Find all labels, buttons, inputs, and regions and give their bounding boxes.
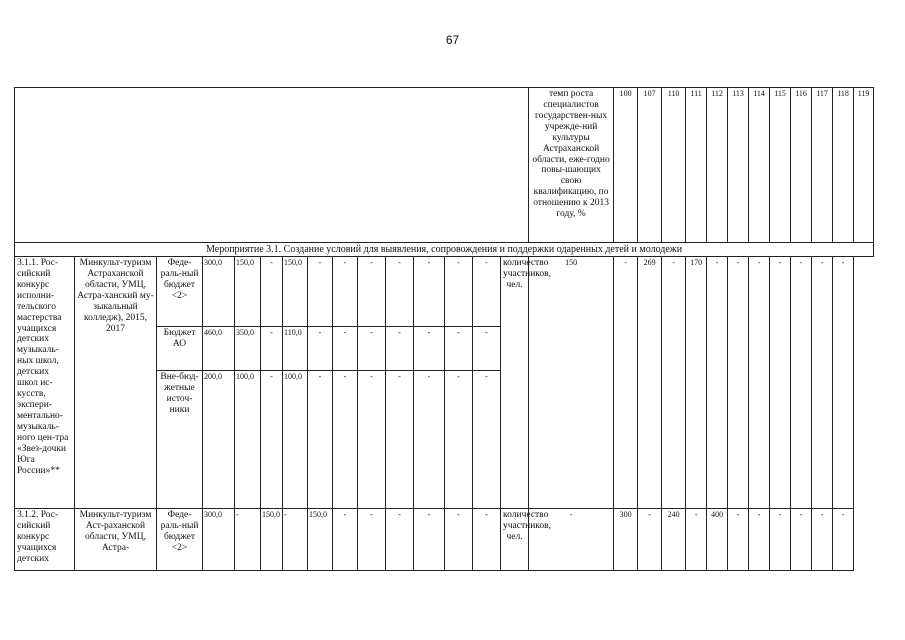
item2-row-federal bbox=[15, 509, 874, 571]
ind-val: - bbox=[707, 257, 728, 509]
fin-val: 110,0 bbox=[283, 327, 308, 371]
ind-val: - bbox=[812, 509, 833, 571]
top-row-empty bbox=[15, 88, 529, 243]
fin-val: - bbox=[414, 371, 445, 509]
ind-val: - bbox=[770, 509, 791, 571]
ind-val: - bbox=[770, 257, 791, 509]
fin-val: - bbox=[333, 327, 358, 371]
fin-val: 460,0 bbox=[203, 327, 235, 371]
fin-val: - bbox=[386, 257, 414, 327]
ind-val: - bbox=[791, 509, 812, 571]
ind-val: - bbox=[812, 257, 833, 509]
top-indicator: темп роста специалистов государствен-ных учрежде-ний культуры Астраханской области, еже-годно повы-шающих свою квалификацию, по отношению к 2013 году, % bbox=[529, 88, 614, 243]
fin-val: - bbox=[333, 371, 358, 509]
fin-val: 200,0 bbox=[203, 371, 235, 509]
fin-val: 300,0 bbox=[203, 509, 235, 571]
ind-val: 170 bbox=[686, 257, 707, 509]
item1-executor: Минкульт-туризм Астраханской области, УМЦ, Астра-ханский му-зыкальный колледж), 2015, 2017 bbox=[75, 257, 157, 509]
fin-val: - bbox=[358, 509, 386, 571]
fin-val: - bbox=[261, 327, 283, 371]
top-val: 116 bbox=[791, 88, 812, 243]
ind-val: - bbox=[833, 509, 854, 571]
program-table bbox=[14, 87, 874, 571]
item1-name: 3.1.1. Рос-сийский конкурс исполни-тельского мастерства учащихся детских музыкаль-ных школ, детских школ ис-кусств, экспери-ментально-музыкаль-ного цен-тра «Звез-дочки Юга России»** bbox=[15, 257, 75, 509]
ind-val: 150 bbox=[529, 257, 614, 509]
top-val: 117 bbox=[812, 88, 833, 243]
fin-val: 150,0 bbox=[235, 257, 261, 327]
fin-val: - bbox=[308, 371, 333, 509]
item1-source-label: Бюджет АО bbox=[157, 327, 203, 371]
item2-executor: Минкульт-туризм Аст-раханской области, УМЦ, Астра- bbox=[75, 509, 157, 571]
fin-val: 300,0 bbox=[203, 257, 235, 327]
ind-val: 400 bbox=[707, 509, 728, 571]
top-val: 119 bbox=[854, 88, 874, 243]
fin-val: - bbox=[308, 327, 333, 371]
fin-val: - bbox=[386, 509, 414, 571]
fin-val: - bbox=[358, 371, 386, 509]
ind-val: - bbox=[791, 257, 812, 509]
fin-val: - bbox=[283, 509, 308, 571]
fin-val: - bbox=[445, 257, 473, 327]
fin-val: - bbox=[261, 257, 283, 327]
ind-val: - bbox=[728, 257, 749, 509]
fin-val: - bbox=[333, 257, 358, 327]
fin-val: - bbox=[473, 509, 501, 571]
page-number: 67 bbox=[445, 33, 460, 47]
ind-val: - bbox=[529, 509, 614, 571]
fin-val: - bbox=[333, 509, 358, 571]
fin-val: - bbox=[473, 327, 501, 371]
item1-row-federal bbox=[15, 257, 874, 327]
fin-val: 150,0 bbox=[261, 509, 283, 571]
ind-val: 300 bbox=[614, 509, 638, 571]
fin-val: 100,0 bbox=[283, 371, 308, 509]
ind-val: - bbox=[614, 257, 638, 509]
fin-val: 150,0 bbox=[283, 257, 308, 327]
fin-val: 150,0 bbox=[308, 509, 333, 571]
fin-val: 100,0 bbox=[235, 371, 261, 509]
item2-name: 3.1.2. Рос-сийский конкурс учащихся детских bbox=[15, 509, 75, 571]
top-val: 113 bbox=[728, 88, 749, 243]
fin-val: - bbox=[414, 509, 445, 571]
section-banner-row bbox=[15, 243, 874, 257]
fin-val: - bbox=[414, 327, 445, 371]
top-val: 107 bbox=[638, 88, 662, 243]
item1-source-label: Вне-бюд-жетные источ-ники bbox=[157, 371, 203, 509]
ind-val: - bbox=[833, 257, 854, 509]
fin-val: 350,0 bbox=[235, 327, 261, 371]
ind-val: - bbox=[749, 509, 770, 571]
fin-val: - bbox=[261, 371, 283, 509]
top-val: 110 bbox=[662, 88, 686, 243]
fin-val: - bbox=[235, 509, 261, 571]
top-val: 118 bbox=[833, 88, 854, 243]
item2-source-label: Феде-раль-ный бюджет <2> bbox=[157, 509, 203, 571]
item1-indicator: количество участников, чел. bbox=[501, 257, 529, 509]
fin-val: - bbox=[445, 327, 473, 371]
fin-val: - bbox=[445, 509, 473, 571]
top-val: 111 bbox=[686, 88, 707, 243]
top-val: 100 bbox=[614, 88, 638, 243]
ind-val: - bbox=[638, 509, 662, 571]
ind-val: - bbox=[662, 257, 686, 509]
fin-val: - bbox=[308, 257, 333, 327]
item1-source-label: Феде-раль-ный бюджет <2> bbox=[157, 257, 203, 327]
fin-val: - bbox=[414, 257, 445, 327]
ind-val: - bbox=[686, 509, 707, 571]
fin-val: - bbox=[386, 327, 414, 371]
top-row bbox=[15, 88, 874, 243]
ind-val: 269 bbox=[638, 257, 662, 509]
top-val: 115 bbox=[770, 88, 791, 243]
fin-val: - bbox=[445, 371, 473, 509]
fin-val: - bbox=[473, 371, 501, 509]
top-val: 112 bbox=[707, 88, 728, 243]
ind-val: - bbox=[728, 509, 749, 571]
section-banner: Мероприятие 3.1. Создание условий для выявления, сопровождения и поддержки одаренных детей и молодежи bbox=[15, 243, 874, 257]
item2-indicator: количество участников, чел. bbox=[501, 509, 529, 571]
fin-val: - bbox=[386, 371, 414, 509]
fin-val: - bbox=[358, 327, 386, 371]
top-val: 114 bbox=[749, 88, 770, 243]
ind-val: 240 bbox=[662, 509, 686, 571]
ind-val: - bbox=[749, 257, 770, 509]
fin-val: - bbox=[473, 257, 501, 327]
fin-val: - bbox=[358, 257, 386, 327]
